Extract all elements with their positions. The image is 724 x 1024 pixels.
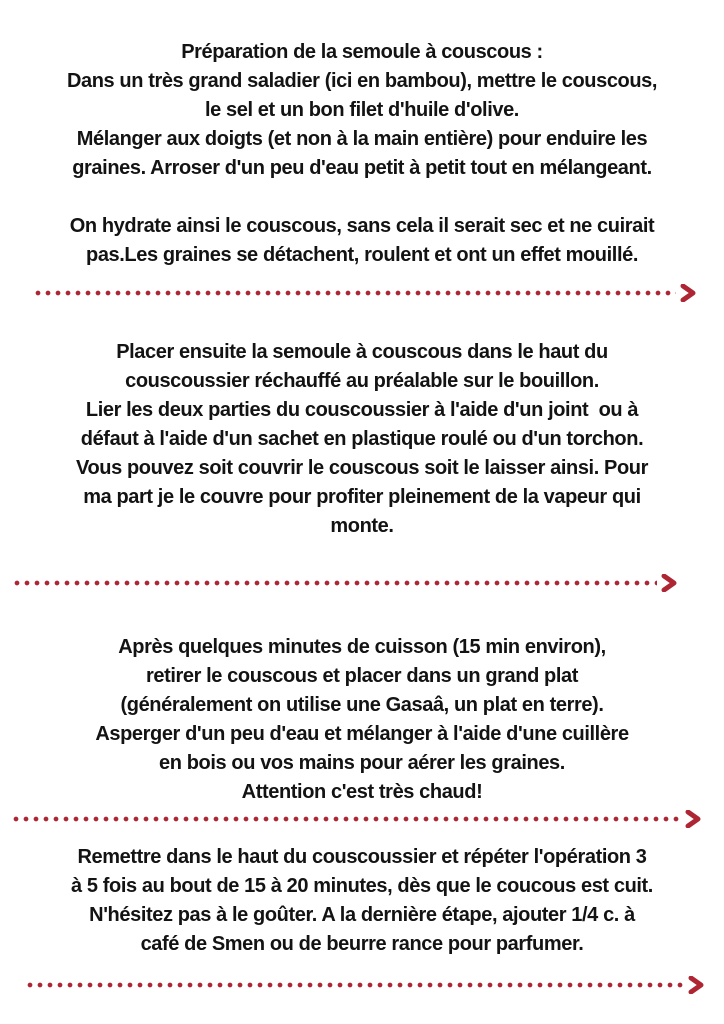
text-line: On hydrate ainsi le couscous, sans cela il serait sec et ne cuirait bbox=[69, 215, 655, 237]
dotted-line bbox=[12, 580, 657, 586]
text-line: à 5 fois au bout de 15 à 20 minutes, dès que le coucous est cuit. bbox=[71, 875, 653, 897]
text-line: couscoussier réchauffé au préalable sur le bouillon. bbox=[125, 370, 599, 392]
text-line: Asperger d'un peu d'eau et mélanger à l'aide d'une cuillère bbox=[95, 723, 629, 745]
arrow-right-icon bbox=[687, 976, 705, 994]
paragraph-preparation-intro bbox=[0, 38, 724, 183]
arrow-right-icon bbox=[684, 810, 702, 828]
text-line: Placer ensuite la semoule à couscous dans le haut du bbox=[116, 341, 608, 363]
text-line: Mélanger aux doigts (et non à la main entière) pour enduire les bbox=[76, 128, 648, 150]
text-line: café de Smen ou de beurre rance pour parfumer. bbox=[140, 933, 584, 955]
text-line: monte. bbox=[330, 515, 394, 537]
dotted-line bbox=[33, 290, 676, 296]
text-line: ma part je le couvre pour profiter pleinement de la vapeur qui bbox=[83, 486, 641, 508]
arrow-right-icon bbox=[679, 284, 697, 302]
text-line: Attention c'est très chaud! bbox=[241, 781, 483, 803]
arrow-right-icon bbox=[660, 574, 678, 592]
text-line: N'hésitez pas à le goûter. A la dernière étape, ajouter 1/4 c. à bbox=[89, 904, 635, 926]
dotted-divider bbox=[11, 810, 702, 828]
text-line: en bois ou vos mains pour aérer les graines. bbox=[159, 752, 565, 774]
dotted-divider bbox=[25, 976, 705, 994]
text-line: Remettre dans le haut du couscoussier et répéter l'opération 3 bbox=[77, 846, 647, 868]
paragraph-first-steam-rest bbox=[0, 633, 724, 807]
text-line: graines. Arroser d'un peu d'eau petit à petit tout en mélangeant. bbox=[72, 157, 652, 179]
text-line: le sel et un bon filet d'huile d'olive. bbox=[205, 99, 519, 121]
text-line: Préparation de la semoule à couscous : bbox=[181, 41, 543, 63]
paragraph-hydration-note bbox=[0, 212, 724, 270]
text-line: Lier les deux parties du couscoussier à l'aide d'un joint ou à bbox=[85, 399, 639, 421]
text-line: Vous pouvez soit couvrir le couscous soit le laisser ainsi. Pour bbox=[76, 457, 648, 479]
paragraph-steaming-step bbox=[0, 338, 724, 541]
dotted-divider bbox=[33, 284, 697, 302]
dotted-line bbox=[25, 982, 684, 988]
dotted-line bbox=[11, 816, 681, 822]
text-line: défaut à l'aide d'un sachet en plastique roulé ou d'un torchon. bbox=[80, 428, 644, 450]
text-line: Après quelques minutes de cuisson (15 min environ), bbox=[118, 636, 606, 658]
text-line: (généralement on utilise une Gasaâ, un plat en terre). bbox=[120, 694, 604, 716]
dotted-divider bbox=[12, 574, 678, 592]
paragraph-repeat-step bbox=[0, 843, 724, 959]
text-line: retirer le couscous et placer dans un grand plat bbox=[145, 665, 579, 687]
text-line: Dans un très grand saladier (ici en bambou), mettre le couscous, bbox=[66, 70, 658, 92]
text-line: pas.Les graines se détachent, roulent et ont un effet mouillé. bbox=[86, 244, 638, 266]
